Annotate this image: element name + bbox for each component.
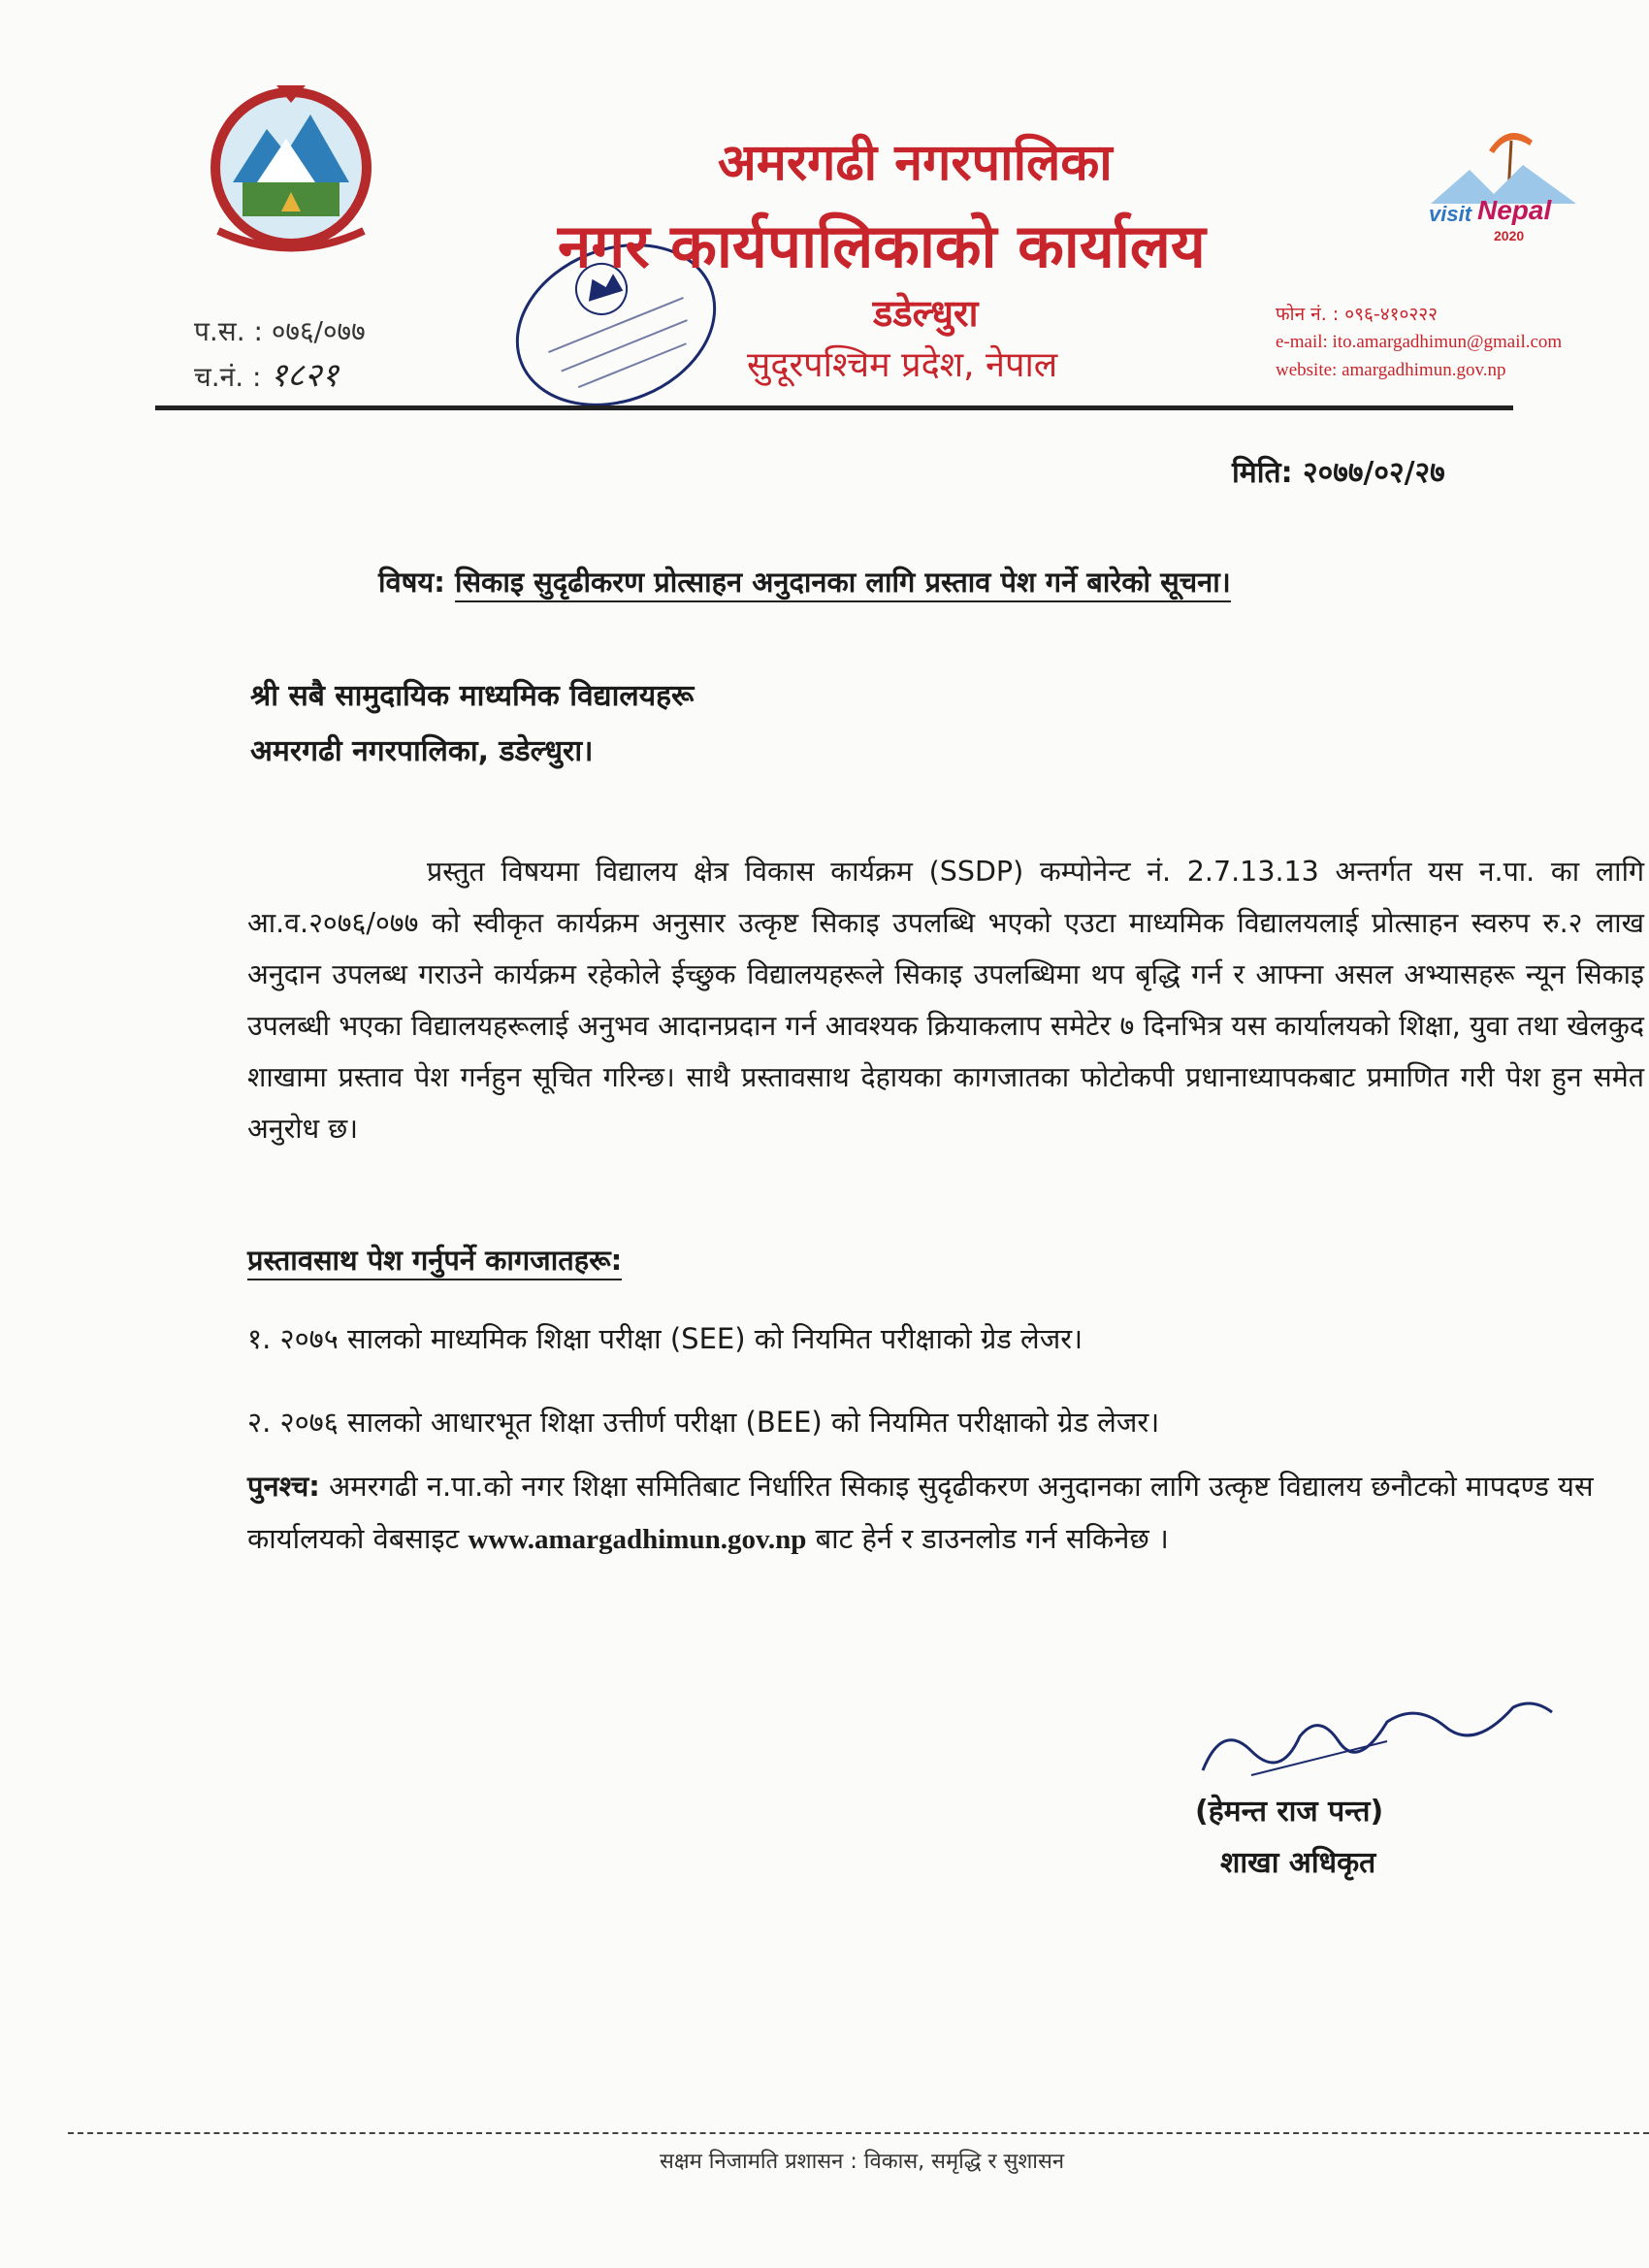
ref-cn-value: १८२१	[270, 356, 340, 395]
ref-ps-value: ०७६/०७७	[271, 315, 366, 347]
addressee-line-2: अमरगढी नगरपालिका, डडेल्धुरा।	[250, 734, 594, 768]
province-name: सुदूरपश्चिम प्रदेश, नेपाल	[747, 345, 1058, 385]
documents-heading: प्रस्तावसाथ पेश गर्नुपर्ने कागजातहरू:	[247, 1241, 622, 1280]
ref-ps	[194, 312, 366, 349]
svg-text:visit: visit	[1429, 202, 1472, 226]
postscript	[247, 1460, 1610, 1566]
ref-cn	[194, 351, 339, 396]
subject-line	[378, 563, 1231, 600]
svg-text:Nepal: Nepal	[1477, 195, 1552, 225]
district-name: डडेल्धुरा	[873, 292, 979, 335]
letter-body	[247, 846, 1644, 1154]
website-link[interactable]: www.amargadhimun.gov.np	[468, 1524, 807, 1555]
postscript-text: अमरगढी न.पा.को नगर शिक्षा समितिबाट निर्धारित सिकाइ सुदृढीकरण अनुदानका लागि उत्कृष्ट विद्यालय छनौटको मापदण्ड यस कार्यालयको वेबसाइट	[247, 1470, 1594, 1555]
subject-text: सिकाइ सुदृढीकरण प्रोत्साहन अनुदानका लागि प्रस्ताव पेश गर्ने बारेको सूचना।	[455, 566, 1231, 602]
addressee-line-1: श्री सबै सामुदायिक माध्यमिक विद्यालयहरू	[250, 679, 695, 713]
handwritten-signature	[1193, 1683, 1562, 1799]
footer-motto: सक्षम निजामति प्रशासन : विकास, समृद्धि र सुशासन	[660, 2150, 1065, 2174]
header-divider	[155, 405, 1513, 410]
subject-label: विषय:	[378, 566, 445, 599]
signatory-name: (हेमन्त राज पन्त)	[1195, 1795, 1384, 1829]
municipality-name: अमरगढी नगरपालिका	[718, 134, 1113, 192]
postscript-label: पुनश्च:	[247, 1470, 320, 1503]
ref-ps-label: प.स. :	[194, 315, 263, 347]
visit-nepal-2020-logo	[1411, 116, 1591, 252]
ref-cn-label: च.नं. :	[194, 361, 262, 393]
footer-divider	[68, 2132, 1649, 2134]
document-item-1: १. २०७५ सालको माध्यमिक शिक्षा परीक्षा (SEE) को नियमित परीक्षाको ग्रेड लेजर।	[247, 1322, 1083, 1355]
letter-date: मिति: २०७७/०२/२७	[1232, 456, 1445, 490]
svg-text:2020: 2020	[1494, 228, 1525, 243]
website-address: website: amargadhimun.gov.np	[1276, 360, 1506, 380]
phone-number: फोन नं. : ०९६-४१०२२२	[1276, 304, 1438, 325]
email-address: e-mail: ito.amargadhimun@gmail.com	[1276, 332, 1563, 352]
document-item-2: २. २०७६ सालको आधारभूत शिक्षा उत्तीर्ण परीक्षा (BEE) को नियमित परीक्षाको ग्रेड लेजर।	[247, 1406, 1160, 1439]
signatory-title: शाखा अधिकृत	[1220, 1846, 1376, 1880]
body-paragraph: प्रस्तुत विषयमा विद्यालय क्षेत्र विकास कार्यक्रम (SSDP) कम्पोनेन्ट नं. 2.7.13.13 अन्तर्गत यस न.पा. का लागि आ.व.२०७६/०७७ को स्वीकृत कार्यक्रम अनुसार उत्कृष्ट सिकाइ उपलब्धि भएको एउटा माध्यमिक विद्यालयलाई प्रोत्साहन स्वरुप रु.२ लाख अनुदान उपलब्ध गराउने कार्यक्रम रहेकोले ईच्छुक विद्यालयहरूले सिकाइ उपलब्धिमा थप बृद्धि गर्न र आफ्ना असल अभ्यासहरू न्यून सिकाइ उपलब्धी भएका विद्यालयहरूलाई अनुभव आदानप्रदान गर्न आवश्यक क्रियाकलाप समेटेर ७ दिनभित्र यस कार्यालयको शिक्षा, युवा तथा खेलकुद शाखामा प्रस्ताव पेश गर्नहुन सूचित गरिन्छ। साथै प्रस्तावसाथ देहायका कागजातका फोटोकपी प्रधानाध्यापकबाट प्रमाणित गरी पेश हुन समेत अनुरोध छ।	[247, 856, 1644, 1145]
nepal-government-emblem	[189, 76, 393, 255]
office-name: नगर कार्यपालिकाको कार्यालय	[558, 211, 1206, 281]
postscript-text-end: बाट हेर्न र डाउनलोड गर्न सकिनेछ ।	[815, 1522, 1169, 1555]
